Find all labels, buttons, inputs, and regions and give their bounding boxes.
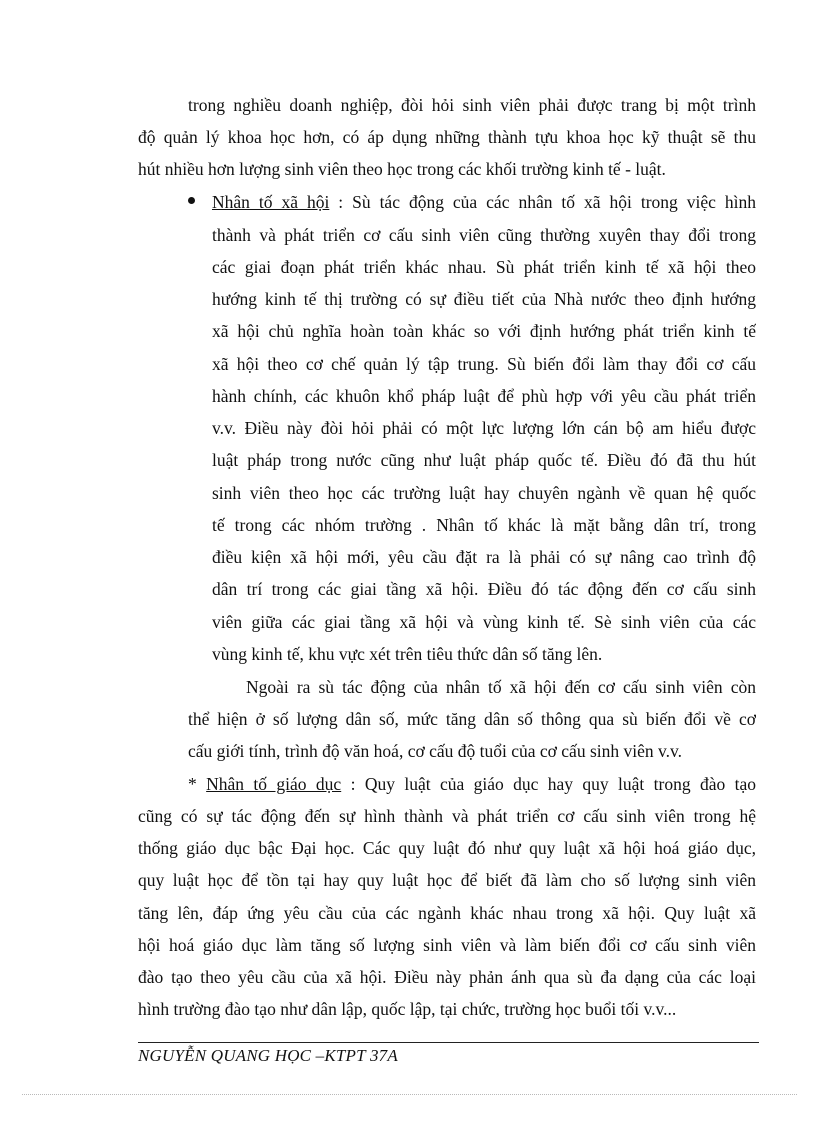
asterisk-marker: * [188,774,207,794]
body-line: viên giữa các giai tầng xã hội và vùng kinh tế. Sè sinh viên của các [212,612,756,632]
body-line: đào tạo theo yêu cầu của xã hội. Điều này phản ánh qua sù đa dạng của các loại [138,967,756,987]
body-line: hành chính, các khuôn khổ pháp luật để phù hợp với yêu cầu phát triển [212,386,756,406]
social-factor-intro: : Sù tác động của các nhân tố xã hội trong việc hình [329,192,756,212]
body-line: độ quản lý khoa học hơn, có áp dụng những thành tựu khoa học kỹ thuật sẽ thu [138,127,756,147]
bullet-icon [188,197,195,204]
education-factor-intro: : Quy luật của giáo dục hay quy luật trong đào tạo [341,774,756,794]
body-line: thống giáo dục bậc Đại học. Các quy luật đó như quy luật xã hội hoá giáo dục, [138,838,756,858]
body-line: hút nhiều hơn lượng sinh viên theo học trong các khối trường kinh tế - luật. [138,159,666,179]
body-line: cấu giới tính, trình độ văn hoá, cơ cấu độ tuổi của cơ cấu sinh viên v.v. [188,741,682,761]
footer-divider [138,1042,759,1043]
body-line: các giai đoạn phát triển khác nhau. Sù phát triển kinh tế xã hội theo [212,257,756,277]
body-line: thể hiện ở số lượng dân số, mức tăng dân số thông qua sù biến đổi về cơ [188,709,756,729]
body-line: xã hội theo cơ chế quản lý tập trung. Sù biến đổi làm thay đổi cơ cấu [212,354,756,374]
body-line: quy luật học để tồn tại hay quy luật học để biết đã làm cho số lượng sinh viên [138,870,756,890]
body-line: điều kiện xã hội mới, yêu cầu đặt ra là phải có sự nâng cao trình độ [212,547,756,567]
body-line: thành và phát triển cơ cấu sinh viên cũng thường xuyên thay đổi trong [212,225,756,245]
body-line: Ngoài ra sù tác động của nhân tố xã hội đến cơ cấu sinh viên còn [246,677,756,697]
body-line: tăng lên, đáp ứng yêu cầu của các ngành khác nhau trong xã hội. Quy luật xã [138,903,756,923]
body-line: hội hoá giáo dục làm tăng số lượng sinh viên và làm biến đổi cơ cấu sinh viên [138,935,756,955]
footer-author: NGUYỄN QUANG HỌC –KTPT 37A [138,1046,398,1065]
education-factor-label: Nhân tố giáo dục [206,774,342,794]
body-line: hình trường đào tạo như dân lập, quốc lập, tại chức, trường học buổi tối v.v... [138,999,677,1019]
social-factor-heading-line [212,192,756,212]
body-line: cũng có sự tác động đến sự hình thành và phát triển cơ cấu sinh viên trong hệ [138,806,756,826]
education-factor-heading-line [188,774,756,794]
body-line: vùng kinh tế, khu vực xét trên tiêu thức dân số tăng lên. [212,644,603,664]
body-line: v.v. Điều này đòi hỏi phải có một lực lượng lớn cán bộ am hiểu được [212,418,756,438]
social-factor-label: Nhân tố xã hội [212,192,330,212]
body-line: hướng kinh tế thị trường có sự điều tiết của Nhà nước theo định hướng [212,289,756,309]
body-line: sinh viên theo học các trường luật hay chuyên ngành về quan hệ quốc [212,483,756,503]
body-line: xã hội chủ nghĩa hoàn toàn khác so với định hướng phát triển kinh tế [212,321,756,341]
body-line: luật pháp trong nước cũng như luật pháp quốc tế. Điều đó đã thu hút [212,450,756,470]
body-line: tế trong các nhóm trường . Nhân tố khác là mặt bằng dân trí, trong [212,515,756,535]
body-line: trong nghiều doanh nghiệp, đòi hỏi sinh viên phải được trang bị một trình [188,95,756,115]
body-line: dân trí trong các giai tầng xã hội. Điều đó tác động đến cơ cấu sinh [212,579,756,599]
page-bottom-dotted-border [22,1094,797,1095]
